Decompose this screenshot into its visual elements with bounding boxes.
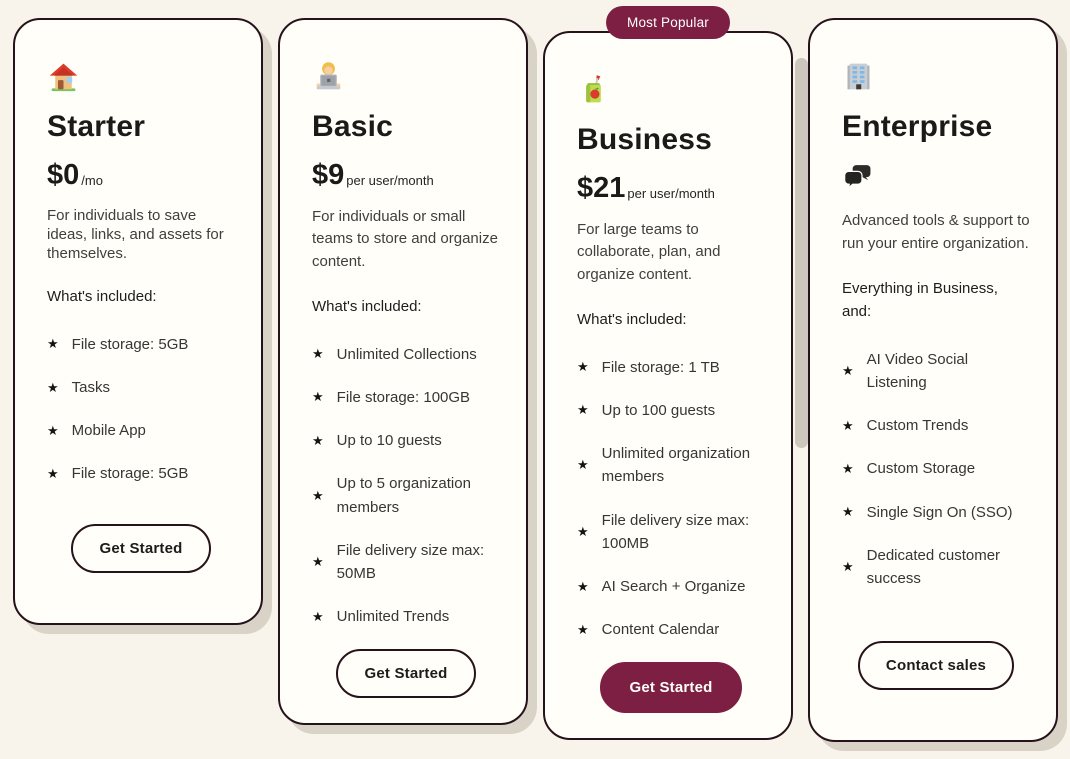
- feature-text: File storage: 5GB: [71, 465, 189, 483]
- speech-bubbles-icon: [842, 162, 1030, 194]
- plan-title: Basic: [312, 110, 394, 143]
- feature-item: [842, 348, 1030, 395]
- get-started-button[interactable]: Get Started: [71, 524, 210, 573]
- price-period: per user/month: [346, 172, 434, 188]
- star-icon: ★: [842, 417, 854, 433]
- feature-item: [312, 472, 500, 519]
- feature-text: Content Calendar: [601, 621, 720, 639]
- feature-item: [842, 544, 1030, 591]
- feature-text: AI Video Social Listening: [866, 350, 969, 391]
- star-icon: ★: [842, 362, 854, 378]
- feature-item: [312, 429, 500, 452]
- feature-item: [842, 414, 1030, 437]
- star-icon: ★: [577, 578, 589, 594]
- star-icon: ★: [577, 359, 589, 375]
- star-icon: ★: [842, 558, 854, 574]
- plan-price: [312, 160, 500, 192]
- feature-item: [577, 509, 765, 556]
- feature-item: [577, 575, 765, 598]
- star-icon: ★: [312, 432, 324, 448]
- plan-title: Business: [577, 123, 712, 156]
- feature-item: [312, 343, 500, 366]
- price-period: /mo: [81, 172, 103, 188]
- star-icon: ★: [47, 336, 59, 352]
- pricing-card-basic: [278, 18, 528, 725]
- included-label: Everything in Business, and:: [842, 280, 998, 321]
- pricing-card-business: [543, 15, 793, 740]
- feature-text: File delivery size max: 100MB: [601, 511, 750, 552]
- feature-text: Unlimited Collections: [336, 345, 477, 363]
- star-icon: ★: [842, 504, 854, 520]
- feature-text: File storage: 100GB: [336, 388, 471, 406]
- feature-text: File storage: 5GB: [71, 335, 189, 353]
- feature-text: File delivery size max: 50MB: [336, 541, 485, 583]
- most-popular-badge: Most Popular: [606, 6, 730, 39]
- price-amount: $9: [312, 159, 345, 191]
- price-amount: $21: [577, 172, 626, 204]
- star-icon: ★: [842, 460, 854, 476]
- plan-title: Starter: [47, 110, 146, 143]
- star-icon: ★: [577, 402, 589, 418]
- included-label: What's included:: [47, 288, 157, 306]
- included-label: What's included:: [577, 311, 687, 329]
- feature-item: [842, 501, 1030, 524]
- plan-description: For individuals to save ideas, links, and assets for themselves.: [47, 206, 224, 263]
- feature-item: [47, 419, 235, 442]
- feature-list: [577, 356, 765, 662]
- plan-description: Advanced tools & support to run your entire organization.: [842, 212, 1030, 252]
- feature-text: Mobile App: [71, 422, 146, 440]
- star-icon: ★: [577, 457, 589, 473]
- feature-item: [47, 462, 235, 485]
- feature-text: Unlimited organization members: [601, 445, 751, 486]
- plan-price: [47, 160, 235, 192]
- feature-text: Tasks: [71, 378, 110, 396]
- star-icon: ★: [312, 346, 324, 362]
- star-icon: ★: [312, 608, 324, 624]
- feature-text: Up to 5 organization members: [336, 475, 471, 516]
- star-icon: ★: [47, 466, 59, 481]
- plan-title: Enterprise: [842, 110, 993, 143]
- star-icon: ★: [577, 621, 589, 637]
- office-building-icon: [842, 60, 1030, 94]
- feature-item: [577, 442, 765, 489]
- feature-text: Dedicated customer success: [866, 546, 1001, 587]
- feature-list: [47, 333, 235, 506]
- feature-list: [842, 348, 1030, 611]
- price-period: per user/month: [627, 185, 715, 201]
- plan-description: For large teams to collaborate, plan, and organize content.: [577, 220, 721, 283]
- feature-text: Unlimited Trends: [336, 608, 450, 626]
- star-icon: ★: [312, 389, 324, 405]
- scrollbar-thumb[interactable]: [795, 58, 808, 448]
- star-icon: ★: [312, 554, 324, 570]
- price-amount: $0: [47, 159, 80, 191]
- feature-text: Single Sign On (SSO): [866, 503, 1013, 521]
- plan-description: For individuals or small teams to store and organize content.: [312, 207, 498, 270]
- star-icon: ★: [577, 523, 589, 539]
- feature-item: [47, 333, 235, 356]
- contact-sales-button[interactable]: Contact sales: [858, 641, 1014, 690]
- juice-box-icon: [577, 73, 765, 107]
- feature-text: AI Search + Organize: [601, 578, 746, 596]
- feature-list: [312, 343, 500, 649]
- feature-item: [312, 386, 500, 409]
- feature-text: File storage: 1 TB: [601, 358, 720, 376]
- plan-price: [577, 173, 765, 205]
- feature-item: [577, 399, 765, 422]
- feature-item: [842, 457, 1030, 480]
- star-icon: ★: [312, 487, 324, 503]
- star-icon: ★: [47, 379, 59, 395]
- feature-text: Custom Storage: [866, 460, 976, 478]
- feature-text: Up to 100 guests: [601, 401, 716, 419]
- pricing-card-starter: [13, 18, 263, 625]
- get-started-button[interactable]: Get Started: [600, 662, 741, 713]
- feature-item: [47, 376, 235, 399]
- feature-text: Up to 10 guests: [336, 432, 442, 450]
- pricing-card-enterprise: [808, 18, 1058, 742]
- included-label: What's included:: [312, 298, 422, 316]
- house-icon: [47, 60, 235, 94]
- feature-item: [312, 539, 500, 586]
- feature-item: [577, 618, 765, 641]
- technologist-icon: [312, 60, 500, 94]
- feature-item: [312, 605, 500, 628]
- get-started-button[interactable]: Get Started: [336, 649, 475, 698]
- star-icon: ★: [47, 422, 59, 438]
- feature-item: [577, 356, 765, 379]
- feature-text: Custom Trends: [866, 417, 969, 434]
